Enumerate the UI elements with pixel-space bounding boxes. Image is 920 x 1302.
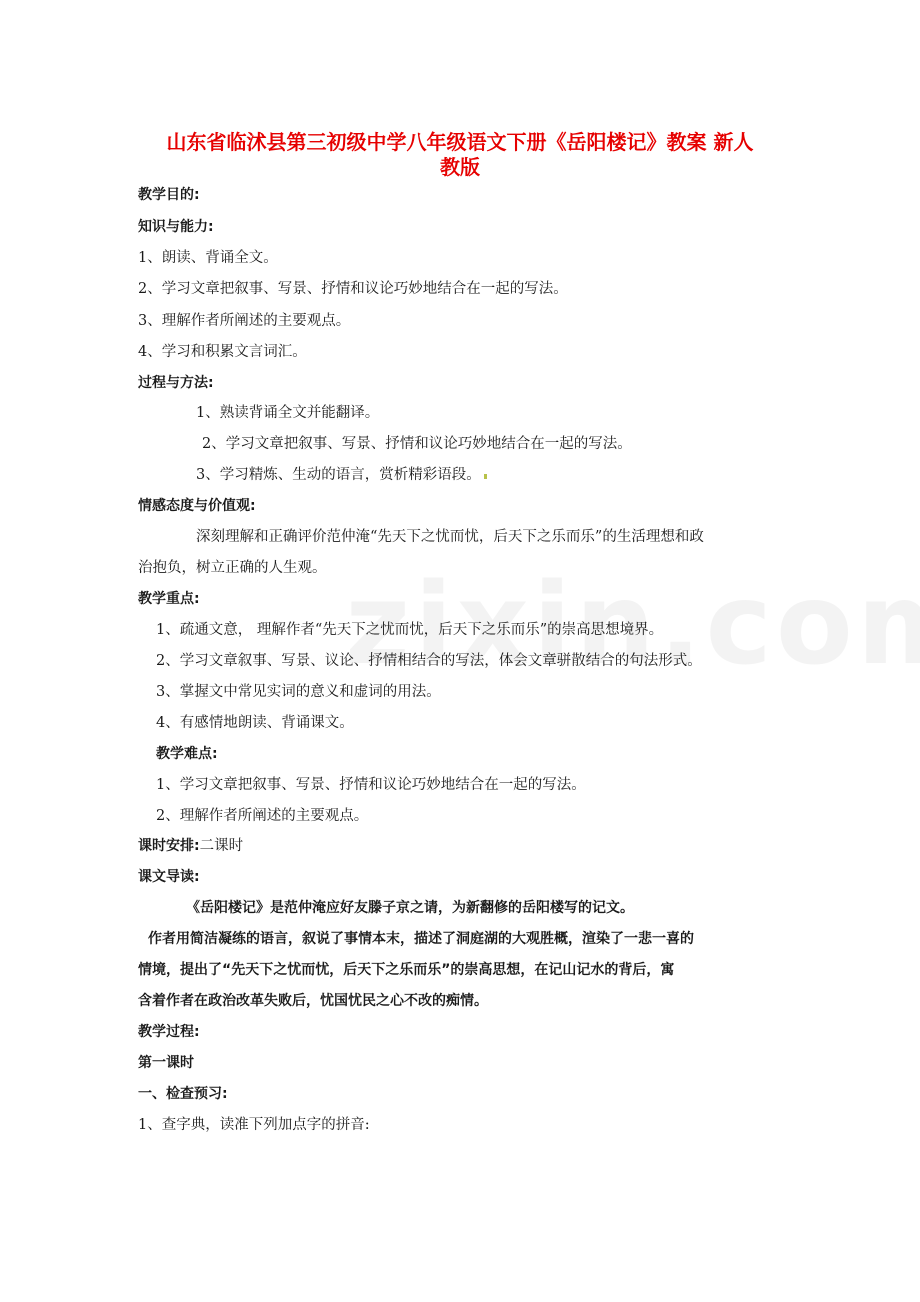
schedule-label: 课时安排: bbox=[138, 838, 200, 854]
marker-dot bbox=[484, 474, 487, 479]
process-item: 2、学习文章把叙事、写景、抒情和议论巧妙地结合在一起的写法。 bbox=[202, 436, 632, 452]
process-item: 1、熟读背诵全文并能翻译。 bbox=[196, 405, 380, 421]
section-1-item: 1、查字典，读准下列加点字的拼音: bbox=[138, 1117, 370, 1133]
emotion-heading: 情感态度与价值观: bbox=[138, 498, 256, 514]
watermark bbox=[345, 560, 920, 690]
knowledge-item: 1、朗读、背诵全文。 bbox=[138, 250, 278, 266]
key-points-heading: 教学重点: bbox=[138, 591, 200, 607]
difficulty-item: 2、理解作者所阐述的主要观点。 bbox=[156, 808, 369, 824]
section-1-heading: 一、检查预习: bbox=[138, 1086, 228, 1102]
process-heading: 过程与方法: bbox=[138, 375, 214, 391]
key-point-item: 2、学习文章叙事、写景、议论、抒情相结合的写法，体会文章骈散结合的句法形式。 bbox=[156, 653, 702, 669]
key-point-item: 1、疏通文意， 理解作者“先天下之忧而忧，后天下之乐而乐”的崇高思想境界。 bbox=[156, 622, 664, 638]
teaching-process-heading: 教学过程: bbox=[138, 1024, 200, 1040]
knowledge-item: 4、学习和积累文言词汇。 bbox=[138, 344, 307, 360]
intro-text: 含着作者在政治改革失败后，忧国忧民之心不改的痴情。 bbox=[138, 993, 488, 1009]
knowledge-item: 2、学习文章把叙事、写景、抒情和议论巧妙地结合在一起的写法。 bbox=[138, 281, 568, 297]
intro-heading: 课文导读: bbox=[138, 869, 200, 885]
intro-text: 《岳阳楼记》是范仲淹应好友滕子京之请，为新翻修的岳阳楼写的记文。 bbox=[186, 900, 634, 916]
schedule-value: 二课时 bbox=[199, 838, 244, 854]
intro-text: 情境，提出了“先天下之忧而忧，后天下之乐而乐”的崇高思想，在记山记水的背后，寓 bbox=[138, 962, 675, 978]
key-point-item: 4、有感情地朗读、背诵课文。 bbox=[156, 715, 354, 731]
knowledge-item: 3、理解作者所阐述的主要观点。 bbox=[138, 313, 351, 329]
teaching-goals-heading: 教学目的: bbox=[138, 187, 200, 203]
knowledge-heading: 知识与能力: bbox=[138, 219, 214, 235]
difficulty-heading: 教学难点: bbox=[156, 746, 218, 762]
emotion-text: 深刻理解和正确评价范仲淹“先天下之忧而忧，后天下之乐而乐”的生活理想和政 bbox=[196, 529, 704, 545]
intro-text: 作者用简洁凝练的语言，叙说了事情本末，描述了洞庭湖的大观胜概，渲染了一悲一喜的 bbox=[148, 931, 694, 947]
emotion-text: 治抱负，树立正确的人生观。 bbox=[138, 560, 327, 576]
key-point-item: 3、掌握文中常见实词的意义和虚词的用法。 bbox=[156, 684, 441, 700]
first-lesson-heading: 第一课时 bbox=[138, 1055, 194, 1071]
difficulty-item: 1、学习文章把叙事、写景、抒情和议论巧妙地结合在一起的写法。 bbox=[156, 777, 586, 793]
document-title bbox=[120, 130, 800, 180]
title-line-2: 教版 bbox=[440, 155, 480, 179]
title-line-1: 山东省临沭县第三初级中学八年级语文下册《岳阳楼记》教案 新人 bbox=[166, 130, 754, 154]
process-item: 3、学习精炼、生动的语言，赏析精彩语段。 bbox=[196, 465, 487, 485]
schedule-line bbox=[138, 836, 243, 856]
